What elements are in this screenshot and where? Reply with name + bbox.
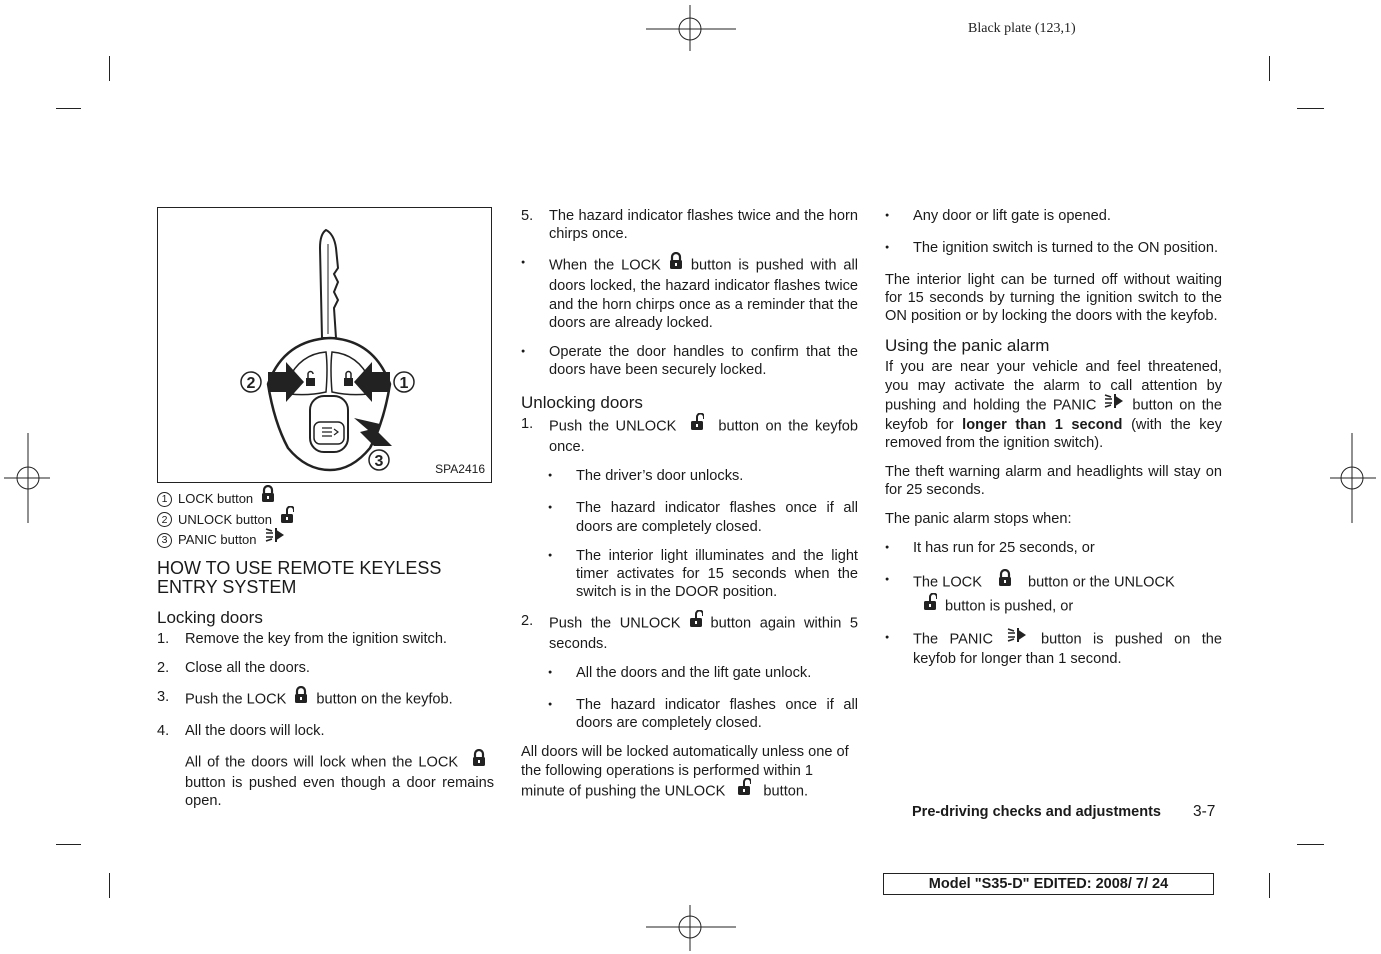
svg-text:1: 1 xyxy=(399,375,409,392)
step-item: 3. Push the LOCK button on the keyfob. xyxy=(157,688,494,711)
bullet-icon xyxy=(548,696,576,732)
step-item: 1. Push the UNLOCK button on the keyfob once. xyxy=(521,415,858,456)
panic-icon xyxy=(1104,393,1124,414)
figure-code: SPA2416 xyxy=(435,461,485,476)
step-item: 4. All the doors will lock. xyxy=(157,722,325,739)
callout-1 xyxy=(394,372,414,392)
bullet-icon xyxy=(885,207,913,228)
subheading-panic: Using the panic alarm xyxy=(885,336,1050,356)
step-item: 5. The hazard indicator flashes twice and the horn chirps once. xyxy=(521,208,858,243)
crop-mark xyxy=(109,56,110,81)
alarm-duration-paragraph: The theft warning alarm and headlights will stay on for 25 seconds. xyxy=(885,464,1222,499)
bullet-item: ● Any door or lift gate is opened. xyxy=(885,207,1222,228)
bullet-icon xyxy=(521,254,549,332)
panic-icon xyxy=(265,527,285,550)
auto-lock-paragraph: All doors will be locked automatically unless one of the following operations is performed within 1 minute of pushing the UNLOCK button. xyxy=(521,744,849,800)
alarm-stops-paragraph: The panic alarm stops when: xyxy=(885,511,1072,528)
bullet-icon xyxy=(548,547,576,602)
callout-3 xyxy=(369,450,389,470)
lock-icon xyxy=(294,686,308,709)
bullet-item: ● The ignition switch is turned to the ON position. xyxy=(885,239,1222,260)
legend-label: PANIC button xyxy=(178,532,257,547)
crop-mark xyxy=(56,844,81,845)
bullet-item: ● The LOCK button or the UNLOCK button is pushed, or xyxy=(885,571,1222,617)
page-number: 3-7 xyxy=(1193,803,1216,820)
legend-item-unlock xyxy=(157,510,494,531)
crop-mark xyxy=(1269,56,1270,81)
registration-mark xyxy=(4,433,50,523)
bullet-item: ● All the doors and the lift gate unlock. xyxy=(548,664,858,685)
legend-number: 1 xyxy=(157,492,172,507)
legend-number: 3 xyxy=(157,533,172,548)
model-edit-box: Model "S35-D" EDITED: 2008/ 7/ 24 xyxy=(883,873,1214,895)
legend-item-panic xyxy=(157,530,494,551)
bullet-item: ● Operate the door handles to confirm that the doors have been securely locked. xyxy=(521,343,858,379)
bullet-item: ● When the LOCK button is pushed with all doors locked, the hazard indicator flashes twice and the horn chirps once as a reminder that the doors are already locked. xyxy=(521,254,858,332)
unlock-sublist-2 xyxy=(548,664,858,732)
keyfob-figure xyxy=(157,207,492,483)
subheading-unlocking: Unlocking doors xyxy=(521,393,643,413)
bullet-item: ● The hazard indicator flashes once if all doors are completely closed. xyxy=(548,696,858,732)
crop-mark xyxy=(1297,108,1324,109)
registration-mark xyxy=(1330,433,1376,523)
crop-mark xyxy=(1297,844,1324,845)
unlock-icon xyxy=(737,778,751,801)
svg-text:3: 3 xyxy=(374,453,384,470)
unlock-icon xyxy=(690,413,704,436)
legend-label: UNLOCK button xyxy=(178,511,272,527)
interior-light-paragraph: The interior light can be turned off without waiting for 15 seconds by turning the ignition switch to the ON position or by locking the doors with the keyfob. xyxy=(885,272,1222,325)
bullet-item: ● The hazard indicator flashes once if all doors are completely closed. xyxy=(548,499,858,535)
step-item: 1. Remove the key from the ignition switch. xyxy=(157,630,447,647)
keyfob-illustration xyxy=(158,208,491,482)
lock-icon xyxy=(669,252,683,275)
legend-label: LOCK button xyxy=(178,491,254,506)
bullet-icon xyxy=(548,467,576,488)
bullet-icon xyxy=(885,539,913,560)
unlock-sublist-1 xyxy=(548,467,858,601)
subheading-locking: Locking doors xyxy=(157,607,263,627)
bullet-icon xyxy=(885,239,913,260)
crop-mark xyxy=(56,108,81,109)
bullet-icon xyxy=(885,629,913,668)
bullet-icon xyxy=(521,343,549,379)
step-item: 2. Close all the doors. xyxy=(157,659,310,676)
column-1 xyxy=(157,207,494,821)
plate-label: Black plate (123,1) xyxy=(968,21,1076,36)
unlock-icon xyxy=(923,593,937,616)
lock-icon xyxy=(472,749,486,772)
bullet-icon xyxy=(548,664,576,685)
bullet-item: ● The driver’s door unlocks. xyxy=(548,467,858,488)
callout-2 xyxy=(241,372,261,392)
panic-icon xyxy=(1007,627,1027,648)
registration-mark xyxy=(646,905,736,951)
figure-legend xyxy=(157,489,494,551)
column-2 xyxy=(521,207,858,814)
lock-icon xyxy=(998,569,1012,592)
lock-note: All of the doors will lock when the LOCK button is pushed even though a door remains open. xyxy=(185,751,494,811)
section-footer-title: Pre-driving checks and adjustments xyxy=(912,804,1161,820)
bullet-item: ● The interior light illuminates and the light timer activates for 15 seconds when the switch is in the DOOR position. xyxy=(548,547,858,602)
bullet-item: ● The PANIC button is pushed on the keyfob for longer than 1 second. xyxy=(885,629,1222,668)
crop-mark xyxy=(1269,873,1270,898)
registration-mark xyxy=(646,5,736,51)
crop-mark xyxy=(109,873,110,898)
section-heading: HOW TO USE REMOTE KEYLESS ENTRY SYSTEM xyxy=(157,557,442,597)
panic-paragraph: If you are near your vehicle and feel threatened, you may activate the alarm to call attention by pushing and holding the PANIC button on the keyfob for longer than 1 second (with the key removed from the ignition switch). xyxy=(885,359,1223,452)
bullet-icon xyxy=(548,499,576,535)
column-3 xyxy=(885,207,1222,679)
legend-number: 2 xyxy=(157,512,172,527)
step-item: 2. Push the UNLOCK button again within 5 seconds. xyxy=(521,612,858,653)
lock-icon xyxy=(261,485,275,510)
bullet-icon xyxy=(885,571,913,617)
unlock-icon xyxy=(689,610,703,633)
legend-item-lock xyxy=(157,489,494,510)
bullet-item: ● It has run for 25 seconds, or xyxy=(885,539,1222,560)
svg-text:2: 2 xyxy=(246,375,256,392)
